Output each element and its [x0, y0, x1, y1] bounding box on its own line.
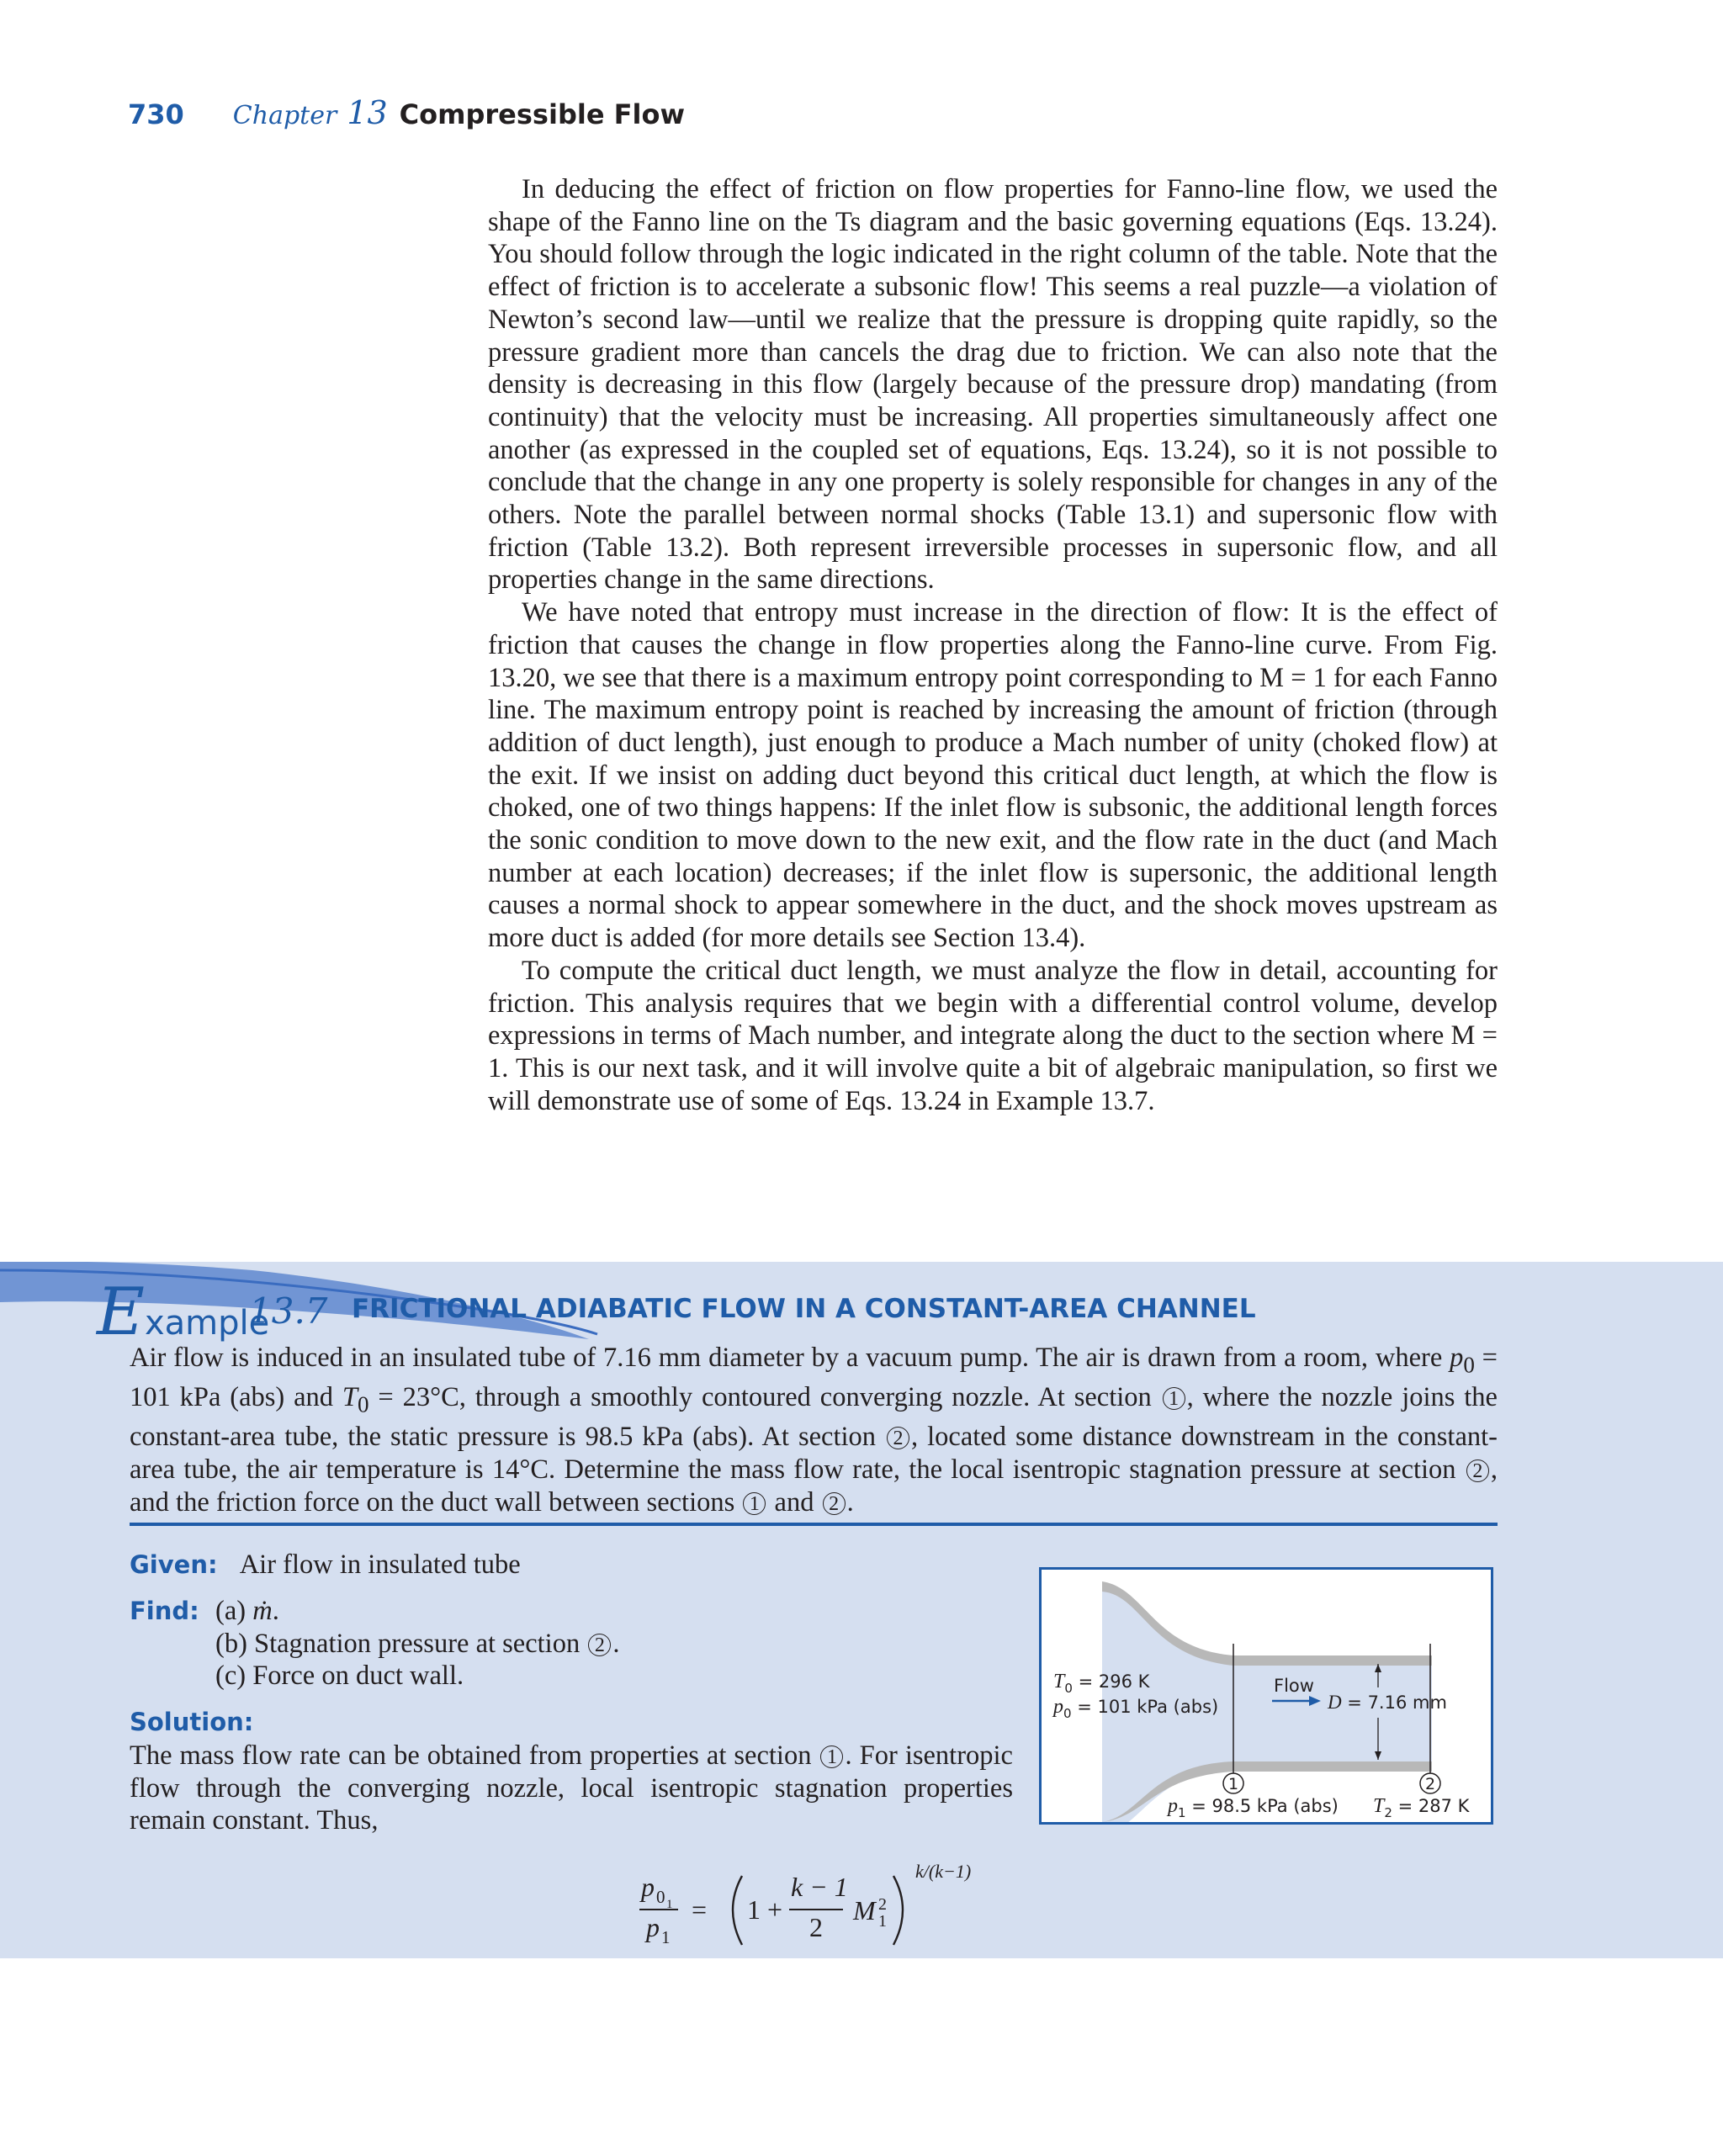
t2-label: $T_2 = 287$ K — [1373, 1795, 1470, 1820]
svg-text:M: M — [853, 1895, 876, 1926]
paragraph: We have noted that entropy must increase in the direction of flow: It is the effect of friction that causes the change in flow properties along the Fanno-line curve. From Fig. 13.20, we see that there is a maximum entropy point corresponding to M = 1 for each Fanno line. The maximum entropy point is reached by increasing the amount of friction (through addition of duct length), just enough to produce a Mach number of unity (choked flow) at the exit. If we insist on adding duct beyond this critical duct length, at which the flow is choked, one of two things happens: If the inlet flow is subsonic, the additional length forces the sonic condition to move down to the new exit, and the flow rate in the duct (and Mach number at each location) decreases; if the inlet flow is supersonic, the additional length causes a normal shock to appear somewhere in the duct, and the shock moves upstream as more duct is added (for more details see Section 13.4). — [488, 597, 1498, 954]
svg-text:k/(k−1): k/(k−1) — [915, 1861, 972, 1882]
find-item-c: (c) Force on duct wall. — [215, 1661, 464, 1692]
solution-label: Solution: — [130, 1708, 254, 1736]
svg-text:2: 2 — [878, 1895, 887, 1914]
diameter-label: D = 7.16 mm — [1328, 1692, 1447, 1713]
section-marker: 1 — [820, 1745, 843, 1768]
svg-text:2: 2 — [1425, 1775, 1436, 1793]
paragraph: To compute the critical duct length, we must analyze the flow in detail, accounting for friction. This analysis requires that we begin with a differential control volume, develop expressions in terms of Mach number, and integrate along the duct to the section where M = 1. This is our next task, and it will involve quite a bit of algebraic manipulation, so first we will demonstrate use of some of Eqs. 13.24 in Example 13.7. — [488, 955, 1498, 1116]
svg-text:1: 1 — [1228, 1775, 1239, 1793]
section-marker: 2 — [1466, 1459, 1489, 1482]
svg-text:p: p — [641, 1872, 655, 1902]
chapter-title: Compressible Flow — [399, 98, 686, 130]
section-marker: 2 — [823, 1492, 846, 1515]
nozzle-diagram — [1042, 1570, 1491, 1822]
svg-text:1: 1 — [661, 1927, 671, 1947]
section-marker: 2 — [588, 1634, 611, 1656]
solution-text: The mass flow rate can be obtained from properties at section 1 . For isentropic flow through the converging nozzle, local isentropic stagnation properties remain constant. Thus, — [130, 1740, 1013, 1836]
page-number: 730 — [128, 98, 184, 130]
svg-text:p: p — [646, 1912, 660, 1942]
given-line — [130, 1549, 521, 1581]
svg-text:2: 2 — [809, 1912, 823, 1942]
svg-text:1: 1 — [666, 1898, 673, 1911]
find-block — [130, 1595, 620, 1692]
find-items — [215, 1595, 720, 1692]
example-box — [0, 1262, 1723, 1958]
example-word — [97, 1274, 270, 1350]
chapter-number: 13 — [347, 94, 388, 131]
p0-label: $p_0 = 101$ kPa (abs) — [1053, 1696, 1219, 1721]
example-title: FRICTIONAL ADIABATIC FLOW IN A CONSTANT-AREA CHANNEL — [352, 1294, 1256, 1324]
example-initial: E — [97, 1274, 145, 1350]
section-marker: 1 — [1163, 1387, 1185, 1410]
example-number: 13.7 — [249, 1290, 328, 1332]
divider-rule — [130, 1523, 1498, 1526]
find-item-b: (b) Stagnation pressure at section 2 . — [215, 1628, 620, 1659]
svg-text:1 +: 1 + — [747, 1894, 783, 1925]
find-label: Find: — [130, 1597, 199, 1625]
svg-text:1: 1 — [878, 1912, 887, 1931]
svg-text:0: 0 — [656, 1887, 665, 1907]
given-text: Air flow in insulated tube — [239, 1549, 521, 1580]
problem-statement: Air flow is induced in an insulated tube of 7.16 mm diameter by a vacuum pump. The air is drawn from a room, where $p_0 = 101$ kPa (abs) and $T_0 = 23^\circ C$, through a smoothly contoured converging nozzle. At section 1 , where the nozzle joins the constant-area tube, the static pressure is 98.5 kPa (abs). At section 2 , located some distance downstream in the constant-area tube, the air temperature is 14°C. Determine the mass flow rate, the local isentropic stagnation pressure at section 2 , and the friction force on the duct wall between sections 1 and 2 . — [130, 1343, 1498, 1518]
stagnation-pressure-equation — [639, 1859, 993, 1952]
nozzle-figure — [1039, 1567, 1493, 1825]
paragraph: In deducing the effect of friction on flow properties for Fanno-line flow, we used the shape of the Fanno line on the Ts diagram and the basic governing equations (Eqs. 13.24). You should follow through the logic indicated in the right column of the table. Note that the effect of friction is to accelerate a subsonic flow! This seems a real puzzle—a violation of Newton’s second law—until we realize that the pressure is dropping quite rapidly, so the pressure gradient more than cancels the drag due to friction. We can also note that the density is decreasing in this flow (largely because of the pressure drop) mandating (from continuity) that the velocity must be increasing. All properties simultaneously affect one another (as expressed in the coupled set of equations, Eqs. 13.24), so it is not possible to conclude that the change in any one property is solely responsible for changes in any of the others. Note the parallel between normal shocks (Table 13.1) and supersonic flow with friction (Table 13.2). Both represent irreversible processes in supersonic flow, and all properties change in the same directions. — [488, 174, 1498, 596]
section-marker: 1 — [743, 1492, 766, 1515]
svg-text:=: = — [692, 1894, 708, 1925]
find-item-a: (a) ṁ. — [215, 1596, 279, 1626]
running-head — [128, 94, 685, 136]
section-marker: 2 — [887, 1427, 909, 1449]
example-word-rest: xample — [144, 1304, 270, 1343]
svg-text:k − 1: k − 1 — [791, 1872, 848, 1902]
chapter-word: Chapter — [232, 101, 337, 130]
flow-label: Flow — [1274, 1676, 1314, 1696]
t0-label: $T_0 = 296$ K — [1053, 1671, 1150, 1696]
p1-label: $p_1 = 98.5$ kPa (abs) — [1168, 1795, 1339, 1820]
body-text — [488, 173, 1498, 1117]
given-label: Given: — [130, 1550, 218, 1579]
